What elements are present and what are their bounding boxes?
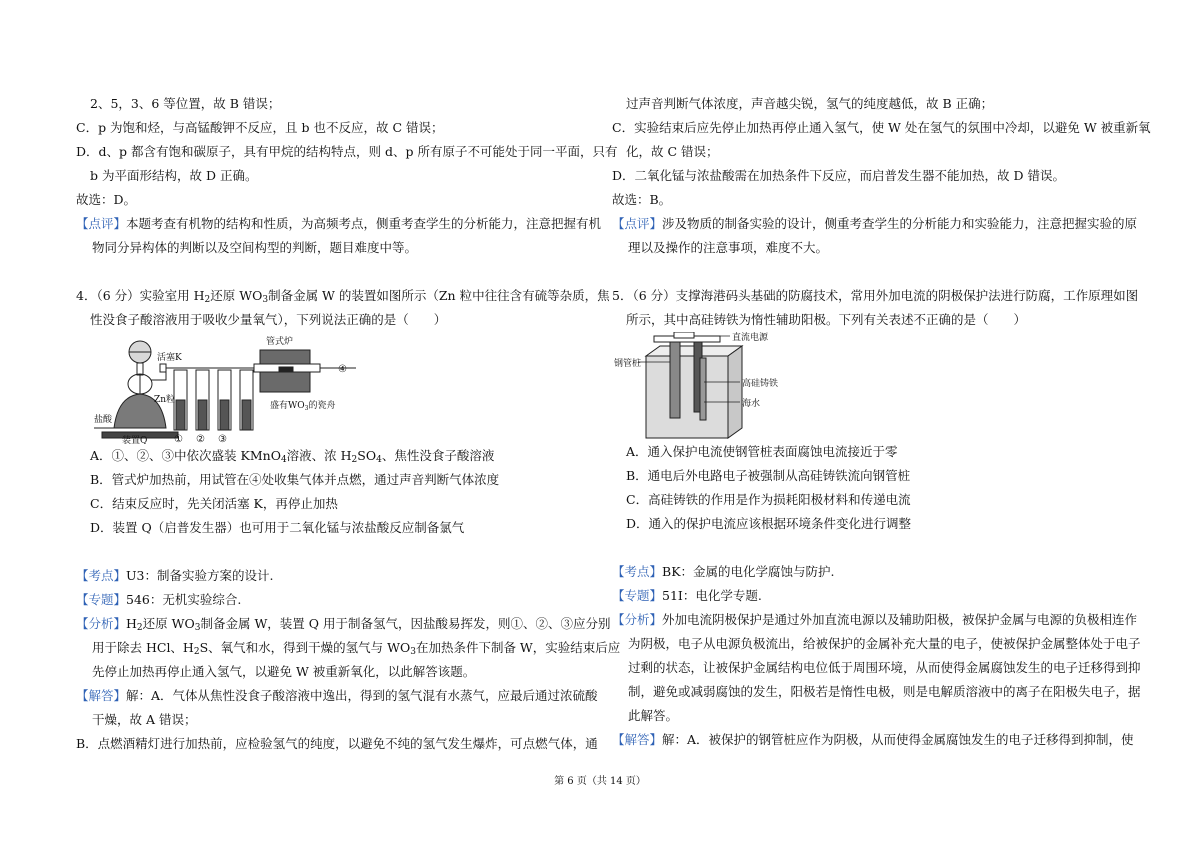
fig-label-4: ④: [338, 364, 347, 375]
wash-bottles: [174, 370, 253, 430]
zhuanti-line: 【专题】51I：电化学专题.: [612, 588, 762, 603]
text-line: b 为平面形结构，故 D 正确。: [90, 168, 258, 183]
fig-label-zn: Zn粒: [154, 395, 176, 405]
apparatus-figure: [94, 332, 364, 444]
fenxi-line: 【分析】外加电流阴极保护是通过外加直流电源以及辅助阳极，被保护金属与电源的负极相连作: [612, 612, 1138, 627]
fenxi-line: 过剩的状态，让被保护金属结构电位低于周围环境，从而使得金属腐蚀发生的电子迁移得到抑: [628, 660, 1141, 675]
dianping-line: 【点评】涉及物质的制备实验的设计，侧重考查学生的分析能力和实验能力，注意把握实验的原: [612, 216, 1138, 231]
q4-option-c: C．结束反应时，先关闭活塞 K，再停止加热: [90, 496, 338, 511]
dianping-tag: 【点评】: [76, 216, 127, 231]
q4-stem-line: 4．（6 分）实验室用 $H_2$还原 $WO_3$制备金属 W 的装置如图所示（Zn 粒中往往含有硫等杂质，焦: [76, 288, 610, 305]
text-line: 故选：B。: [612, 192, 672, 207]
q4-stem-line: 性没食子酸溶液用于吸收少量氧气），下列说法正确的是（ ）: [90, 312, 447, 327]
fig-label-sea: 海水: [742, 399, 761, 409]
fenxi-line: 先停止加热再停止通入氢气，以避免 W 被重新氧化，以此解答该题。: [92, 664, 476, 679]
q5-option-c: C．高硅铸铁的作用是作为损耗阳极材料和传递电流: [626, 492, 911, 507]
fig-label-q: 装置Q: [122, 436, 148, 444]
left-column: [76, 92, 621, 756]
q5-stem-line: 所示，其中高硅铸铁为惰性辅助阳极。下列有关表述不正确的是（ ）: [626, 312, 1027, 327]
text-line: C．实验结束后应先停止加热再停止通入氢气，使 W 处在氢气的氛围中冷却，以避免 W 被重新氧: [612, 120, 1151, 135]
text-line: 故选：D。: [76, 192, 137, 207]
right-column: [612, 92, 1151, 752]
fig-label-iron: 高硅铸铁: [742, 379, 779, 389]
jieda-line: 【解答】解：A．被保护的钢管桩应作为阴极，从而使得金属腐蚀发生的电子迁移得到抑制，使: [612, 732, 1134, 747]
q4-option-b: B．管式炉加热前，用试管在④处收集气体并点燃，通过声音判断气体浓度: [90, 472, 500, 487]
text-line: 过声音判断气体浓度，声音越尖锐，氢气的纯度越低，故 B 正确；: [626, 96, 994, 111]
fig-label-k: 活塞K: [157, 353, 182, 363]
fig-label-3: ③: [218, 434, 227, 444]
q4-option-a: A．①、②、③中依次盛装 KMnO$_4$溶液、浓 $H_2SO_4$、焦性没食子酸溶液: [90, 448, 495, 465]
dianping-text: 本题考查有机物的结构和性质，为高频考点，侧重考查学生的分析能力，注意把握有机: [126, 216, 602, 231]
kaodian-line: 【考点】U3：制备实验方案的设计.: [76, 568, 274, 583]
text-line: 2、5，3、6 等位置，故 B 错误；: [90, 96, 281, 111]
fig-label-1: ①: [174, 434, 183, 444]
text-line: D．二氧化锰与浓盐酸需在加热条件下反应，而启普发生器不能加热，故 D 错误。: [612, 168, 1065, 183]
text-line: C．p 为饱和烃，与高锰酸钾不反应，且 b 也不反应，故 C 错误；: [76, 120, 444, 135]
fig-label-power: 直流电源: [732, 333, 769, 343]
q5-option-d: D．通入的保护电流应该根据环境条件变化进行调整: [626, 516, 912, 531]
fig-label-2: ②: [196, 434, 205, 444]
jieda-line: 【解答】解：A．气体从焦性没食子酸溶液中逸出，得到的氢气混有水蒸气，应最后通过浓硫酸: [76, 688, 598, 703]
q5-option-a: A．通入保护电流使钢管桩表面腐蚀电流接近于零: [626, 444, 898, 459]
cathodic-protection-figure: [614, 332, 794, 440]
text-line: 化，故 C 错误；: [626, 144, 719, 159]
text-line: D．d、p 都含有饱和碳原子，具有甲烷的结构特点，则 d、p 所有原子不可能处于同一平面，只有: [76, 144, 618, 159]
fenxi-line: 为阴极，电子从电源负极流出，给被保护的金属补充大量的电子，使被保护金属整体处于电子: [628, 636, 1141, 651]
fig-label-pile: 钢管桩: [614, 359, 642, 369]
q5-stem-line: 5．（6 分）支撑海港码头基础的防腐技术，常用外加电流的阴极保护法进行防腐，工作原理如图: [612, 288, 1139, 303]
q5-option-b: B．通电后外电路电子被强制从高硅铸铁流向钢管桩: [626, 468, 911, 483]
page-footer: 第 6 页（共 14 页）: [554, 776, 646, 787]
tube-furnace: [254, 350, 320, 392]
jieda-line: B．点燃酒精灯进行加热前，应检验氢气的纯度，以避免不纯的氢气发生爆炸，可点燃气体，通: [76, 736, 598, 751]
fenxi-line: 此解答。: [628, 708, 679, 723]
fenxi-line: 用于除去 HCl、$H_2S$、氧气和水，得到干燥的氢气与 $WO_3$在加热条件下制备 W，实验结束后应: [92, 640, 621, 657]
kaodian-line: 【考点】BK：金属的电化学腐蚀与防护.: [612, 564, 835, 579]
fenxi-line: 制，避免或减弱腐蚀的发生，阳极若是惰性电极，则是电解质溶液中的离子在阳极失电子，据: [628, 684, 1141, 699]
text-line: 物同分异构体的判断以及空间构型的判断，题目难度中等。: [92, 240, 418, 255]
zhuanti-line: 【专题】546：无机实验综合.: [76, 592, 242, 607]
fig-label-boat: 盛有$WO_3$的瓷舟: [270, 401, 336, 412]
fig-label-acid: 盐酸: [94, 415, 113, 425]
fig-label-furnace: 管式炉: [266, 337, 294, 347]
fenxi-line: 【分析】$H_2$还原 $WO_3$制备金属 W，装置 Q 用于制备氢气，因盐酸易挥发，则①、②、③应分别: [76, 616, 611, 633]
text-line: 理以及操作的注意事项，难度不大。: [628, 240, 829, 255]
jieda-line: 干燥，故 A 错误；: [92, 712, 197, 727]
dianping-line: [76, 212, 602, 236]
q4-option-d: D．装置 Q（启普发生器）也可用于二氧化锰与浓盐酸反应制备氯气: [90, 520, 465, 535]
power-source: [654, 332, 720, 342]
